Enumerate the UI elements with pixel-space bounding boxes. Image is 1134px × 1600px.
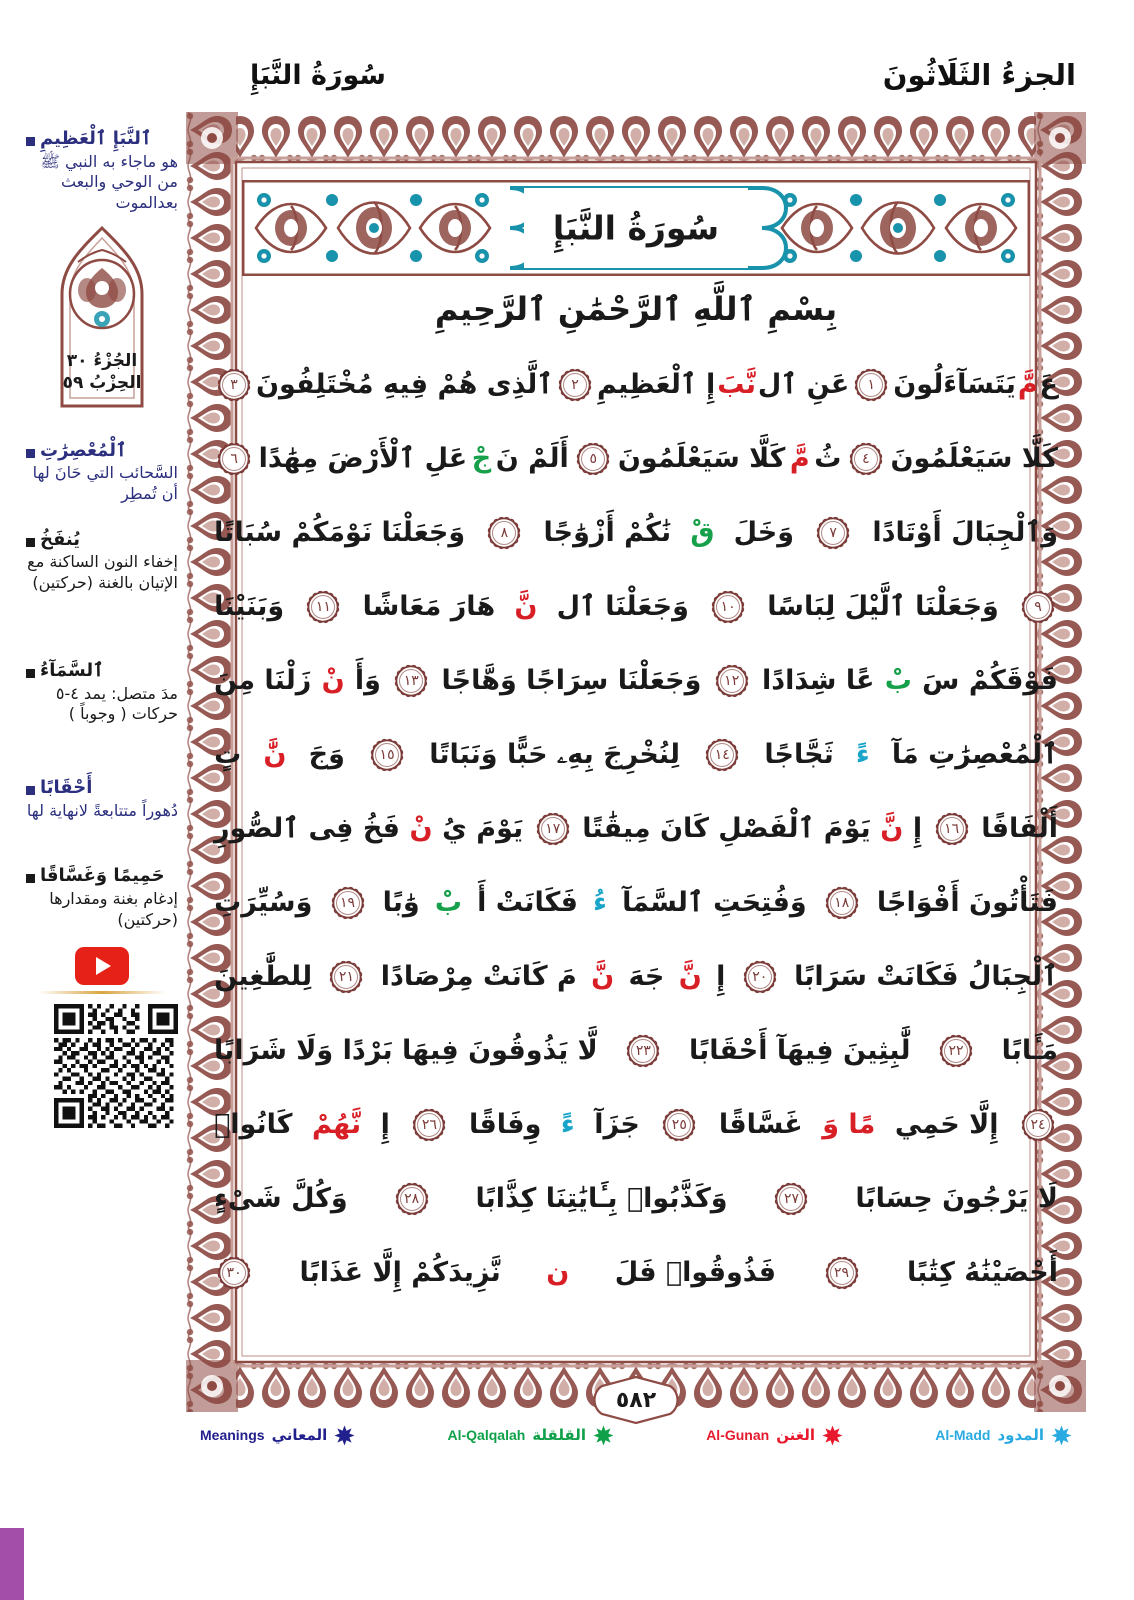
note-body: إخفاء النون الساكنة مع الإتيان بالغنة (حركتين) [27, 552, 178, 593]
quran-text-run: فَخُ فِى ٱلصُّورِ [214, 813, 400, 844]
quran-text-run: مَـَٔابًا [1001, 1035, 1058, 1066]
quran-text-run: وَبَنَيْنَا [214, 591, 285, 622]
ayah-number: ١١ [315, 599, 331, 615]
quran-text-run: لَّٰبِثِينَ فِيهَآ أَحْقَابًا [688, 1035, 911, 1066]
note-header [26, 777, 178, 800]
quran-text-run: ن [546, 1257, 570, 1288]
quran-text-run: ثَجَّاجًا [764, 739, 834, 770]
legend-qalqalah [448, 1425, 615, 1446]
quran-text-run: يَوْمَ ٱلْفَصْلِ كَانَ مِيقَٰتًا [582, 813, 871, 844]
quran-text-run: ٱلْجِبَالُ فَكَانَتْ سَرَابًا [794, 961, 1058, 992]
ayah-number: ١٦ [944, 821, 960, 837]
quran-text-run: وَخَلَ [733, 517, 794, 548]
ayah-number: ٢٦ [421, 1117, 437, 1133]
note-term: أَحْقَابًا [40, 777, 93, 799]
ayah-number: ١٩ [340, 895, 356, 911]
quran-text-run: مَّ [789, 443, 810, 474]
quran-text-run: لَّا يَذُوقُونَ فِيهَا بَرْدًا وَلَا شَرَابًا [214, 1035, 598, 1066]
note-header [26, 529, 178, 552]
ayah-number-marker [774, 1182, 808, 1216]
quran-line [214, 718, 1058, 792]
ayah-number-marker [217, 368, 251, 402]
ayah-number: ٥ [589, 451, 598, 467]
quran-text-run: أَلْفَافًا [981, 813, 1058, 844]
quran-line [214, 792, 1058, 866]
note-bullet-icon [26, 538, 35, 547]
note-item [26, 128, 178, 214]
note-body: هو ماجاء به النبي ﷺ من الوحي والبعث بعدالموت [40, 151, 178, 213]
ayah-number-marker [849, 442, 883, 476]
ayah-number-marker [743, 960, 777, 994]
note-term: ٱلْمُعْصِرَٰتِ [40, 439, 127, 461]
note-item [26, 660, 178, 725]
tajweed-legend [186, 1418, 1086, 1452]
quran-line [214, 570, 1058, 644]
quran-text-run: ءً [560, 1109, 575, 1140]
note-bullet-icon [26, 786, 35, 795]
ayah-number: ٢٩ [834, 1265, 850, 1281]
ayah-number-marker [487, 516, 521, 550]
juz-hizb-medallion [42, 222, 162, 412]
surah-name-header: سُورَةُ النَّبَإِ [250, 60, 386, 91]
quran-text-run: فَوْقَكُمْ سَ [922, 665, 1058, 696]
quran-line [214, 1088, 1058, 1162]
quran-text-run: وَٱلْجِبَالَ أَوْتَادًا [872, 517, 1058, 548]
note-header [26, 440, 178, 463]
ayah-number-marker [558, 368, 592, 402]
surah-title-banner [242, 180, 1030, 276]
quran-text-run: فَكَانَتْ أَ [477, 887, 578, 918]
quran-text-run: جْ [471, 443, 492, 474]
ayah-number: ١٢ [724, 673, 740, 689]
quran-text-run: لِلطَّٰغِينَ [214, 961, 313, 992]
quran-line [214, 940, 1058, 1014]
quran-text-run: بْ [884, 665, 912, 696]
ayah-number-marker [217, 1256, 251, 1290]
note-bullet-icon [26, 874, 35, 883]
note-body: مدَ متصل: يمد ٤-٥ حركات ( وجوباً ) [55, 683, 178, 724]
note-item [26, 865, 178, 930]
ayah-number: ١ [867, 377, 876, 393]
hizb-number: الحِزْبُ ٥٩ [62, 372, 142, 393]
ayah-number-marker [395, 1182, 429, 1216]
quran-text-run: وَجَ [308, 739, 345, 770]
legend-gunan [706, 1425, 843, 1446]
running-head [0, 58, 1134, 110]
ayah-number: ٢٨ [404, 1191, 420, 1207]
quran-text-run: نَّٰ [263, 739, 287, 770]
page-number: ٥٨٢ [615, 1387, 657, 1413]
ayah-number: ٨ [500, 525, 509, 541]
quran-text-run: وِفَاقًا [468, 1109, 542, 1140]
legend-madd [935, 1425, 1072, 1446]
juz-number: الجُزْءُ ٣٠ [66, 351, 138, 372]
medallion-labels [42, 351, 162, 394]
quran-text-run: نَّ [591, 961, 615, 992]
quran-text-run: ءً [855, 739, 870, 770]
quran-text-run: عَنِ ٱل [757, 369, 850, 400]
note-term: يُنفَخُ [40, 528, 81, 550]
quran-text-run: أَلَمْ نَ [495, 443, 569, 474]
ayah-number: ١٣ [403, 673, 419, 689]
quran-line [214, 422, 1058, 496]
note-bullet-icon [26, 669, 35, 678]
quran-text-run: نْ [409, 813, 433, 844]
quran-text-run: مًا وَ [822, 1109, 876, 1140]
note-header [26, 660, 178, 683]
quran-text-run: هَارَ مَعَاشًا [362, 591, 496, 622]
ayah-number-marker [935, 812, 969, 846]
spine-tab [0, 1528, 24, 1600]
quran-line [214, 866, 1058, 940]
ayah-number: ٩ [1034, 599, 1042, 615]
note-body: دُهوراً متتابعةً لانهاية لها [26, 800, 178, 820]
quran-text-run: نَّبَ [717, 369, 756, 400]
quran-text-run: وَأَ [354, 665, 381, 696]
ayah-number-marker [662, 1108, 696, 1142]
note-item [26, 440, 178, 505]
quran-text-run: نَّهُمْ [311, 1109, 362, 1140]
quran-text-run: إِ ٱلْعَظِيمِ [596, 369, 716, 400]
note-bullet-icon [26, 449, 35, 458]
quran-text-run: كَلَّا سَيَعْلَمُونَ [890, 443, 1058, 474]
quran-text-run: وَفُتِحَتِ ٱلسَّمَآ [622, 887, 807, 918]
quran-text-run: ثُ [814, 443, 842, 474]
quran-text-run: نَّزِيدَكُمْ إِلَّا عَذَابًا [299, 1257, 501, 1288]
legend-label-ar: المعاني [271, 1426, 328, 1444]
quran-text-run: ٱلْمُعْصِرَٰتِ مَآ [891, 739, 1058, 770]
quran-text-run: جَزَآ [594, 1109, 640, 1140]
ayah-number: ٦ [230, 451, 238, 467]
note-term: حَمِيمًا وَغَسَّاقًا [40, 865, 165, 887]
legend-label-ar: الغنن [776, 1426, 816, 1444]
ayah-number: ١٤ [714, 747, 730, 763]
ayah-number-marker [825, 1256, 859, 1290]
quran-text-run: أَحْصَيْنَٰهُ كِتَٰبًا [906, 1257, 1058, 1288]
legend-label-en: Meanings [200, 1427, 265, 1443]
legend-label-ar: المدود [997, 1426, 1044, 1444]
ayah-number-marker [825, 886, 859, 920]
note-header [26, 128, 178, 151]
quran-text-run: بْ [434, 887, 462, 918]
quran-text-run: كَانُوا۟ [214, 1109, 293, 1140]
quran-text-run: إِ [716, 961, 726, 992]
youtube-play-icon[interactable] [75, 947, 129, 985]
ayah-number-marker [939, 1034, 973, 1068]
quran-text-run: جَهَ [628, 961, 665, 992]
ayah-number: ١٨ [834, 895, 850, 911]
quran-text-run: فَذُوقُوا۟ فَلَ [614, 1257, 777, 1288]
ayah-number-marker [306, 590, 340, 624]
quran-text-run: نَّ [514, 591, 538, 622]
ayah-number-marker [1021, 590, 1055, 624]
ayah-number: ١٧ [545, 821, 561, 837]
quran-line [214, 1236, 1058, 1310]
ayah-number: ٢٥ [671, 1117, 687, 1133]
legend-label-en: Al-Madd [935, 1427, 991, 1443]
quran-text-run: تٍ [214, 739, 242, 770]
legend-meanings [200, 1425, 355, 1446]
ayah-number: ٢٣ [635, 1043, 651, 1059]
legend-star-icon [334, 1425, 355, 1446]
quran-text-run: زَلْنَا مِنَ [214, 665, 312, 696]
quran-text-run: وَجَعَلْنَا ٱلَّيْلَ لِبَاسًا [767, 591, 999, 622]
note-item [26, 529, 178, 594]
quran-text-run: إِلَّا حَمِي [894, 1109, 999, 1140]
ayah-number: ٢٤ [1030, 1117, 1046, 1133]
legend-label-ar: القلقلة [532, 1426, 587, 1444]
ayah-number-marker [329, 960, 363, 994]
quran-text-run: عًا شِدَادًا [761, 665, 875, 696]
surah-title: سُورَةُ النَّبَإِ [552, 208, 720, 248]
legend-label-en: Al-Qalqalah [447, 1427, 526, 1443]
ayah-number: ٢١ [338, 969, 354, 985]
quran-text-run: إِ [912, 813, 923, 844]
quran-text-run: وَجَعَلْنَا نَوْمَكُمْ سُبَاتًا [214, 517, 466, 548]
ayah-number: ١٠ [720, 599, 736, 615]
quran-text-run: وَكَذَّبُوا۟ بِـَٔايَٰتِنَا كِذَّابًا [475, 1183, 728, 1214]
ayah-number-marker [711, 590, 745, 624]
ayah-number-marker [394, 664, 428, 698]
ayah-number-marker [331, 886, 365, 920]
divider [38, 991, 166, 994]
quran-line [214, 348, 1058, 422]
quran-text-run: يَوْمَ يُ [442, 813, 524, 844]
ayah-number: ٢٧ [783, 1191, 799, 1207]
page-frame [186, 112, 1086, 1412]
quran-text-run: وَجَعَلْنَا ٱل [556, 591, 689, 622]
quran-text-run: وَسُيِّرَتِ [214, 887, 313, 918]
quran-text-run: نَٰكُمْ أَزْوَٰجًا [543, 517, 672, 548]
quran-text-block [214, 348, 1058, 1310]
quran-text-run: عَلِ ٱلْأَرْضَ مِهَٰدًا [258, 443, 468, 474]
quran-text-run: ءُ [593, 887, 607, 918]
qr-code[interactable] [54, 1004, 178, 1128]
ayah-number: ٢٠ [752, 969, 768, 985]
quran-text-run: غَسَّاقًا [718, 1109, 803, 1140]
quran-text-run: نَّ [678, 961, 702, 992]
ayah-number: ٧ [829, 525, 837, 541]
ayah-number-marker [576, 442, 610, 476]
note-body: السَّحائب التي حَانَ لها أن تُمطِر [32, 463, 178, 504]
note-term: ٱلنَّبَإِ ٱلْعَظِيمِ [40, 128, 152, 149]
ayah-number: ٤ [862, 451, 870, 467]
juz-label: الجزءُ الثَلَاثُونَ [882, 58, 1076, 92]
quran-text-run: فَتَأْتُونَ أَفْوَاجًا [876, 887, 1058, 918]
quran-line [214, 1014, 1058, 1088]
play-triangle-icon [96, 957, 111, 975]
quran-line [214, 644, 1058, 718]
quran-text-run: نَّ [880, 813, 904, 844]
quran-text-run: وَكُلَّ شَىْءٍ [214, 1183, 348, 1214]
legend-star-icon [822, 1425, 843, 1446]
quran-text-run: ٱلَّذِى هُمْ فِيهِ مُخْتَلِفُونَ [255, 369, 554, 400]
quran-text-run: مَّ [1017, 369, 1038, 400]
quran-text-run: وَجَعَلْنَا سِرَاجًا وَهَّاجًا [441, 665, 702, 696]
quran-text-run: إِ [380, 1109, 390, 1140]
legend-star-icon [593, 1425, 614, 1446]
quran-line [214, 1162, 1058, 1236]
quran-text-run: نْ [321, 665, 345, 696]
note-bullet-icon [26, 137, 35, 146]
quran-text-run: لِنُخْرِجَ بِهِۦ حَبًّا وَنَبَاتًا [429, 739, 681, 770]
ayah-number: ٣٠ [226, 1265, 242, 1281]
note-term: ٱلسَّمَآءُ [40, 660, 104, 682]
legend-label-en: Al-Gunan [706, 1427, 770, 1443]
ayah-number-marker [715, 664, 749, 698]
note-header [26, 865, 178, 888]
quran-line [214, 496, 1058, 570]
ayah-number: ٢ [571, 377, 579, 393]
ayah-number: ٢٢ [948, 1043, 964, 1059]
quran-text-run: قْ [690, 517, 715, 548]
ayah-number-marker [705, 738, 739, 772]
ayah-number: ٣ [230, 377, 238, 393]
ayah-number-marker [816, 516, 850, 550]
ayah-number-marker [1021, 1108, 1055, 1142]
ayah-number-marker [626, 1034, 660, 1068]
note-item [26, 777, 178, 821]
quran-text-run: يَتَسَآءَلُونَ [893, 369, 1016, 400]
ayah-number: ١٥ [379, 747, 395, 763]
quran-text-run: لَا يَرْجُونَ حِسَابًا [855, 1183, 1058, 1214]
quran-text-run: مَ كَانَتْ مِرْصَادًا [380, 961, 577, 992]
ayah-number-marker [412, 1108, 446, 1142]
quran-text-run: وَٰبًا [382, 887, 420, 918]
ayah-number-marker [217, 442, 251, 476]
ayah-number-marker [370, 738, 404, 772]
ayah-number-marker [536, 812, 570, 846]
basmala: بِسْمِ ٱللَّهِ ٱلرَّحْمَٰنِ ٱلرَّحِيمِ [434, 290, 838, 328]
ayah-number-marker [854, 368, 888, 402]
note-body: إدغام بغنة ومقدارها (حركتين) [49, 888, 178, 929]
quran-text-run: كَلَّا سَيَعْلَمُونَ [617, 443, 786, 474]
legend-star-icon [1051, 1425, 1072, 1446]
quran-text-run: عَ [1039, 369, 1058, 400]
sidebar-notes [26, 128, 178, 1133]
